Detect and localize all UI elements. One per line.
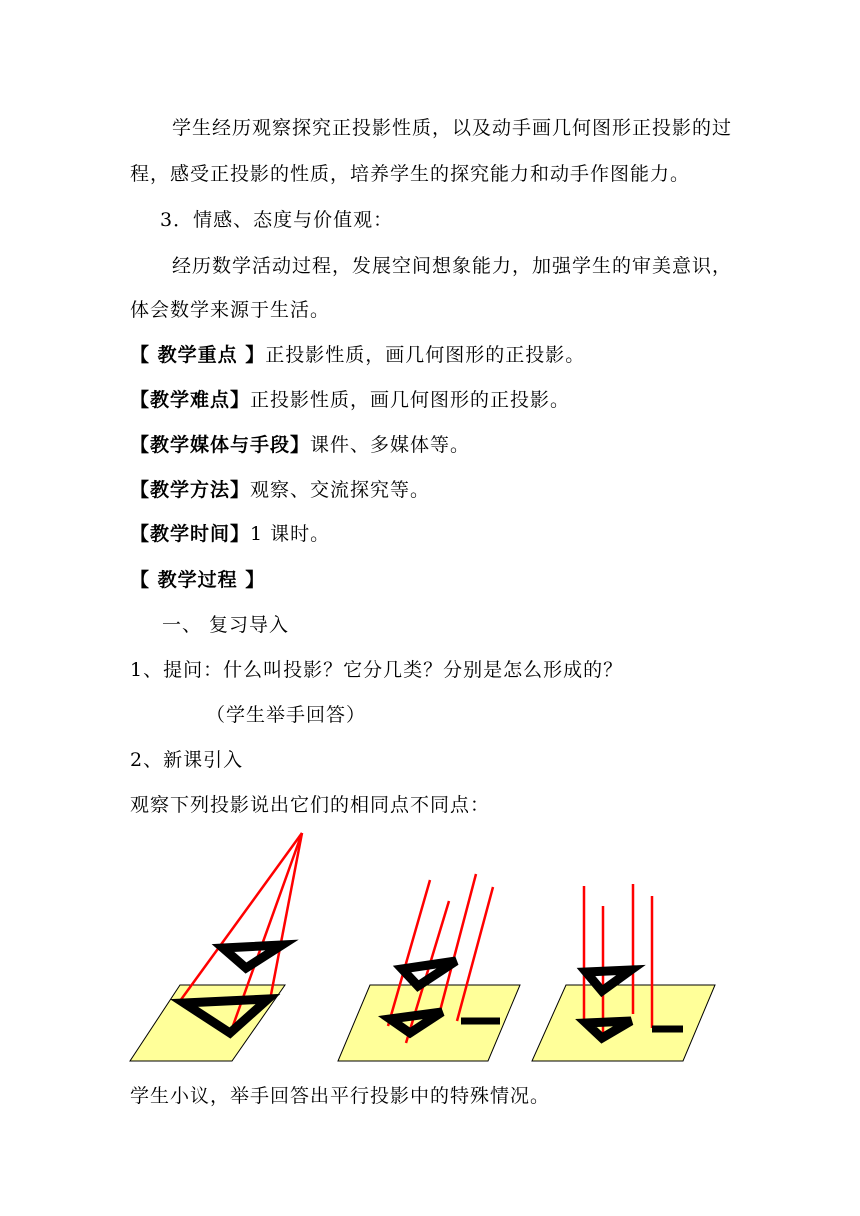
paragraph-2-line-2: 体会数学来源于生活。 — [130, 299, 331, 321]
difficulty-text: 正投影性质，画几何图形的正投影。 — [250, 389, 571, 411]
key-points-text: 正投影性质，画几何图形的正投影。 — [265, 344, 586, 366]
object-triangle — [223, 945, 282, 968]
time-text: 1 课时。 — [250, 523, 331, 545]
method-row — [130, 478, 430, 502]
media-row — [130, 433, 470, 457]
central-projection-figure — [130, 833, 302, 1061]
oblique-parallel-projection-figure — [338, 874, 520, 1061]
key-points-row — [130, 343, 585, 367]
section-heading-3: 3．情感、态度与价值观： — [160, 209, 394, 231]
media-label: 【教学媒体与手段】 — [130, 434, 311, 456]
light-ray — [180, 833, 302, 1001]
media-text: 课件、多媒体等。 — [310, 434, 471, 456]
question-1-note: （学生举手回答） — [206, 704, 367, 726]
orthogonal-projection-figure — [532, 884, 715, 1061]
method-label: 【教学方法】 — [130, 479, 251, 501]
process-heading: 【 教学过程 】 — [130, 569, 266, 591]
projection-diagrams — [120, 828, 740, 1078]
section-review-heading: 一、 复习导入 — [162, 614, 290, 636]
paragraph-1-line-1: 学生经历观察探究正投影性质，以及动手画几何图形正投影的过 — [172, 117, 733, 139]
light-ray — [270, 833, 302, 1000]
key-points-label: 【 教学重点 】 — [130, 344, 266, 366]
time-row — [130, 522, 330, 546]
question-1: 1、提问：什么叫投影？它分几类？分别是怎么形成的？ — [130, 659, 624, 681]
paragraph-2-line-1: 经历数学活动过程，发展空间想象能力，加强学生的审美意识， — [172, 255, 733, 277]
time-label: 【教学时间】 — [130, 523, 251, 545]
method-text: 观察、交流探究等。 — [250, 479, 431, 501]
paragraph-1-line-2: 程，感受正投影的性质，培养学生的探究能力和动手作图能力。 — [130, 163, 691, 185]
conclusion-text: 学生小议，举手回答出平行投影中的特殊情况。 — [130, 1085, 551, 1107]
difficulty-label: 【教学难点】 — [130, 389, 251, 411]
observe-prompt: 观察下列投影说出它们的相同点不同点： — [130, 794, 491, 816]
difficulty-row — [130, 388, 570, 412]
new-lesson-intro: 2、新课引入 — [130, 749, 244, 771]
